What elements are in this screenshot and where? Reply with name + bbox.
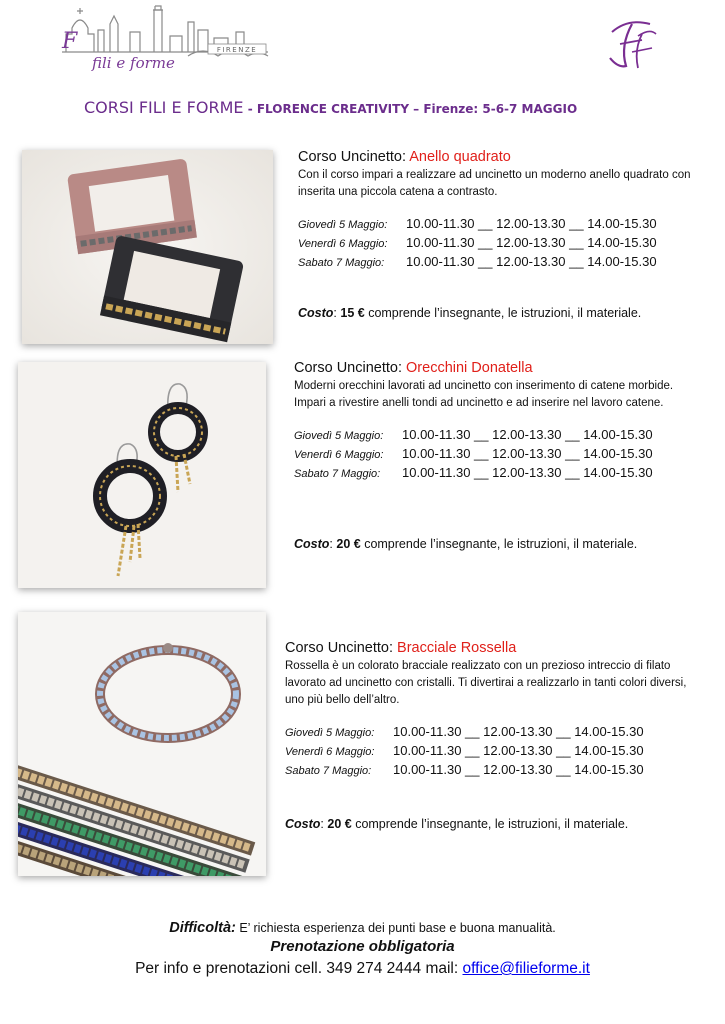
course-schedule xyxy=(285,723,690,780)
schedule-times: 10.00-11.30 __ 12.00-13.30 __ 14.00-15.30 xyxy=(406,254,657,269)
ring-photo xyxy=(22,150,273,344)
schedule-row xyxy=(285,761,690,780)
schedule-times: 10.00-11.30 __ 12.00-13.30 __ 14.00-15.30 xyxy=(393,724,644,739)
schedule-times: 10.00-11.30 __ 12.00-13.30 __ 14.00-15.30 xyxy=(402,465,653,480)
schedule-row xyxy=(298,234,693,253)
course-name: Bracciale Rossella xyxy=(397,640,517,656)
booking-notice: Prenotazione obbligatoria xyxy=(270,938,455,955)
course-prefix: Corso Uncinetto: xyxy=(285,640,398,656)
schedule-times: 10.00-11.30 __ 12.00-13.30 __ 14.00-15.30 xyxy=(402,427,653,442)
earrings-photo xyxy=(18,362,266,588)
course-prefix: Corso Uncinetto: xyxy=(298,149,410,165)
logo-text: fili e forme xyxy=(92,54,175,72)
schedule-row xyxy=(298,215,693,234)
schedule-row xyxy=(298,253,693,272)
cost-label: Costo xyxy=(294,537,330,551)
schedule-row xyxy=(285,723,690,742)
page-title xyxy=(84,98,577,117)
course-description: Rossella è un colorato bracciale realizzato con un prezioso intreccio di filato lavorato ad uncinetto con cristalli. Ti divertirai a realizzarlo in tanti colori diversi, uno più bello dell’altro. xyxy=(285,660,687,706)
schedule-day: Giovedì 5 Maggio: xyxy=(298,219,388,231)
course-block-ring xyxy=(298,149,693,320)
schedule-times: 10.00-11.30 __ 12.00-13.30 __ 14.00-15.30 xyxy=(402,446,653,461)
course-block-earrings xyxy=(294,360,694,551)
schedule-times: 10.00-11.30 __ 12.00-13.30 __ 14.00-15.30 xyxy=(393,762,644,777)
cost-label: Costo xyxy=(298,306,334,320)
schedule-day: Sabato 7 Maggio: xyxy=(285,765,372,777)
cost-note: comprende l’insegnante, le istruzioni, il materiale. xyxy=(364,306,642,320)
schedule-day: Venerdì 6 Maggio: xyxy=(285,746,375,758)
course-name: Orecchini Donatella xyxy=(406,360,533,376)
difficulty-line xyxy=(0,920,725,936)
title-sub: - FLORENCE CREATIVITY – Firenze: 5-6-7 MAGGIO xyxy=(243,102,578,116)
course-title xyxy=(298,149,693,166)
schedule-row xyxy=(294,464,694,483)
cost-value: 15 € xyxy=(340,306,365,320)
course-cost: Costo: 15 € comprende l’insegnante, le istruzioni, il materiale. xyxy=(298,306,642,320)
bracelet-photo xyxy=(18,612,266,876)
course-cost: Costo: 20 € comprende l’insegnante, le istruzioni, il materiale. xyxy=(285,817,629,831)
course-description: Moderni orecchini lavorati ad uncinetto con inserimento di catene morbide. Impari a rivestire anelli tondi ad uncinetto e ad inserire nel lavoro catene. xyxy=(294,380,674,409)
title-main: CORSI FILI E FORME xyxy=(84,98,244,117)
schedule-day: Venerdì 6 Maggio: xyxy=(298,238,388,250)
schedule-day: Giovedì 5 Maggio: xyxy=(294,430,384,442)
cost-note: comprende l’insegnante, le istruzioni, il materiale. xyxy=(360,537,638,551)
logo-city-text: FIRENZE xyxy=(216,46,258,54)
course-description: Con il corso impari a realizzare ad uncinetto un moderno anello quadrato con inserita una piccola catena a contrasto. xyxy=(298,169,691,198)
course-cost: Costo: 20 € comprende l’insegnante, le istruzioni, il materiale. xyxy=(294,537,638,551)
contact-line xyxy=(0,960,725,978)
course-prefix: Corso Uncinetto: xyxy=(294,360,407,376)
schedule-times: 10.00-11.30 __ 12.00-13.30 __ 14.00-15.30 xyxy=(406,216,657,231)
course-title xyxy=(285,640,690,657)
svg-text:F: F xyxy=(62,29,78,54)
schedule-day: Sabato 7 Maggio: xyxy=(294,468,381,480)
cost-value: 20 € xyxy=(327,817,352,831)
email-link[interactable]: office@filieforme.it xyxy=(462,960,590,977)
monogram-logo xyxy=(598,14,660,72)
schedule-row xyxy=(294,426,694,445)
course-schedule xyxy=(298,215,693,272)
brand-logo xyxy=(58,2,273,74)
cost-value: 20 € xyxy=(336,537,361,551)
difficulty-text: E’ richiesta esperienza dei punti base e buona manualità. xyxy=(235,921,556,935)
course-block-bracelet xyxy=(285,640,690,831)
schedule-day: Sabato 7 Maggio: xyxy=(298,257,385,269)
schedule-day: Venerdì 6 Maggio: xyxy=(294,449,384,461)
schedule-times: 10.00-11.30 __ 12.00-13.30 __ 14.00-15.30 xyxy=(406,235,657,250)
cost-note: comprende l’insegnante, le istruzioni, il materiale. xyxy=(351,817,629,831)
course-schedule xyxy=(294,426,694,483)
schedule-times: 10.00-11.30 __ 12.00-13.30 __ 14.00-15.30 xyxy=(393,743,644,758)
difficulty-label: Difficoltà: xyxy=(169,920,236,936)
schedule-row xyxy=(294,445,694,464)
course-name: Anello quadrato xyxy=(409,149,511,165)
schedule-day: Giovedì 5 Maggio: xyxy=(285,727,375,739)
cost-label: Costo xyxy=(285,817,321,831)
contact-text: Per info e prenotazioni cell. 349 274 2444 mail: xyxy=(135,960,463,977)
course-title xyxy=(294,360,694,377)
schedule-row xyxy=(285,742,690,761)
